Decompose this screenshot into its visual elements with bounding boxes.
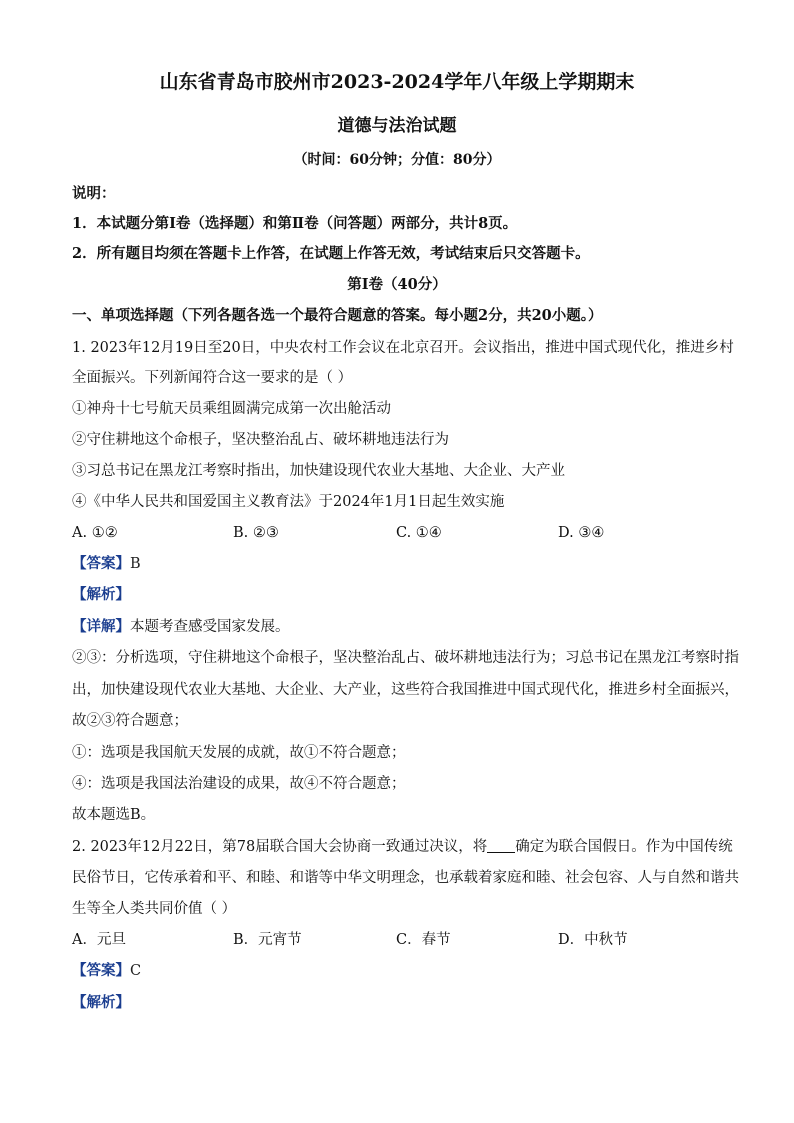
fill-blank <box>487 838 515 853</box>
q2-option-c: C．春节 <box>396 932 451 948</box>
q2-stem: 生等全人类共同价值（ ） <box>72 901 237 917</box>
q2-stem: 民俗节日，它传承着和平、和睦、和谐等中华文明理念，也承载着家庭和睦、社会包容、人与自然和谐共 <box>72 870 739 886</box>
q2-stem-part: 2. 2023年12月22日，第78届联合国大会协商一致通过决议，将 <box>72 839 488 855</box>
instructions-label: 说明： <box>72 185 116 202</box>
q1-stem: 全面振兴。下列新闻符合这一要求的是（ ） <box>72 370 353 386</box>
q1-explain-line: 出，加快建设现代农业大基地、大企业、大产业，这些符合我国推进中国式现代化，推进乡村全面振兴， <box>72 682 739 698</box>
analysis-tag: 【解析】 <box>72 994 130 1011</box>
detail-text: 本题考查感受国家发展。 <box>130 619 290 635</box>
q2-stem-part: 确定为联合国假日。作为中国传统 <box>515 839 733 855</box>
time-info: （时间：60分钟；分值：80分） <box>293 152 501 168</box>
detail-tag: 【详解】 <box>72 618 130 635</box>
q1-explain-line: ④：选项是我国法治建设的成果，故④不符合题意； <box>72 776 406 792</box>
q1-answer <box>72 554 141 574</box>
q2-answer <box>72 961 141 981</box>
q1-explain-line: ①：选项是我国航天发展的成就，故①不符合题意； <box>72 745 406 761</box>
q1-item: ③习总书记在黑龙江考察时指出，加快建设现代农业大基地、大企业、大产业 <box>72 463 565 479</box>
q1-option-a: A. ①② <box>72 525 118 541</box>
answer-tag: 【答案】 <box>72 555 130 572</box>
q1-explain-line: ②③：分析选项，守住耕地这个命根子，坚决整治乱占、破坏耕地违法行为；习总书记在黑龙江考察时指 <box>72 650 739 666</box>
q1-explain-line: 故②③符合题意； <box>72 713 188 729</box>
q1-option-d: D. ③④ <box>558 525 605 541</box>
q2-option-d: D．中秋节 <box>558 932 628 948</box>
q1-item: ②守住耕地这个命根子，坚决整治乱占、破坏耕地违法行为 <box>72 432 449 448</box>
q2-option-a: A．元旦 <box>72 932 126 948</box>
q1-option-b: B. ②③ <box>233 525 279 541</box>
q1-option-c: C. ①④ <box>396 525 442 541</box>
analysis-tag: 【解析】 <box>72 586 130 603</box>
document-title: 山东省青岛市胶州市2023-2024学年八年级上学期期末 <box>159 71 635 93</box>
q2-stem <box>72 837 733 857</box>
q1-analysis <box>72 585 130 605</box>
instruction-item: 2．所有题目均须在答题卡上作答，在试题上作答无效，考试结束后只交答题卡。 <box>72 245 590 262</box>
answer-tag: 【答案】 <box>72 962 130 979</box>
q2-option-b: B．元宵节 <box>233 932 302 948</box>
answer-value: C <box>130 963 142 979</box>
instruction-item: 1．本试题分第Ⅰ卷（选择题）和第Ⅱ卷（问答题）两部分，共计8页。 <box>72 215 518 232</box>
answer-value: B <box>130 556 141 572</box>
q1-detail <box>72 617 290 637</box>
q1-item: ①神舟十七号航天员乘组圆满完成第一次出舱活动 <box>72 401 391 417</box>
part-title: 一、单项选择题（下列各题各选一个最符合题意的答案。每小题2分，共20小题。） <box>72 307 603 324</box>
q2-analysis <box>72 993 130 1013</box>
q1-item: ④《中华人民共和国爱国主义教育法》于2024年1月1日起生效实施 <box>72 494 505 510</box>
q1-explain-line: 故本题选B。 <box>72 807 156 823</box>
section-title: 第Ⅰ卷（40分） <box>347 276 447 293</box>
q1-stem: 1. 2023年12月19日至20日，中央农村工作会议在北京召开。会议指出，推进中国式现代化，推进乡村 <box>72 340 734 356</box>
document-subtitle: 道德与法治试题 <box>337 116 457 136</box>
